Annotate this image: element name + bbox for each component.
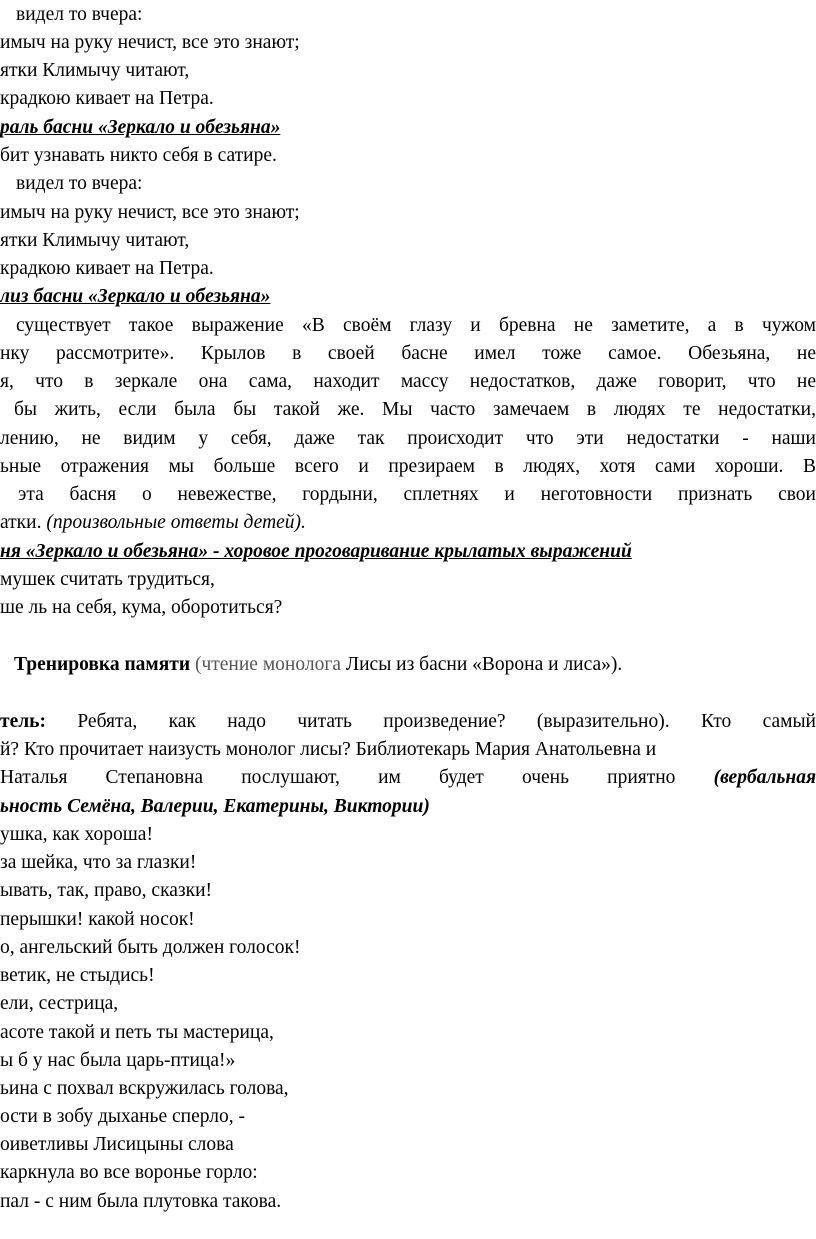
poem-line: ывать, так, право, сказки! (0, 880, 213, 901)
poem-line: ушка, как хороша! (0, 824, 153, 845)
memory-title: Тренировка памяти (14, 654, 191, 675)
paragraph-line: эта басня о невежестве, гордыни, сплетнях и неготовности признать свои (18, 484, 816, 505)
memory-rest: Лисы из басни «Ворона и лиса»). (341, 654, 623, 675)
paragraph-line: существует такое выражение «В своём глазу и бревна не заметите, а в чужом (16, 315, 816, 336)
section-heading: раль басни «Зеркало и обезьяна» (0, 117, 281, 138)
memory-open-paren: ( (194, 654, 202, 675)
poem-line: ьина с похвал вскружилась голова, (0, 1078, 289, 1099)
poem-line: о, ангельский быть должен голосок! (0, 937, 301, 958)
text-line: мушек считать трудиться, (0, 569, 215, 590)
paragraph-line: бы жить, если была бы такой же. Мы часто замечаем в людях те недостатки, (14, 399, 816, 420)
teacher-line (0, 709, 816, 735)
text-line: крадкою кивает на Петра. (0, 258, 214, 279)
poem-line: каркнула во все воронье горло: (0, 1162, 258, 1183)
teacher-label: тель: (0, 711, 46, 732)
poem-line: перышки! какой носок! (0, 909, 195, 930)
paragraph-line: нку рассмотрите». Крылов в своей басне имел тоже самое. Обезьяна, не (0, 343, 816, 364)
poem-line: оиветливы Лисицыны слова (0, 1134, 234, 1155)
paragraph-note: (произвольные ответы детей). (46, 512, 306, 533)
section-heading: лиз басни «Зеркало и обезьяна» (0, 286, 271, 307)
poem-line: ы б у нас была царь-птица!» (0, 1050, 236, 1071)
text-line: ятки Климычу читают, (0, 60, 190, 81)
poem-line: пал - с ним была плутовка такова. (0, 1191, 282, 1212)
text-line: ятки Климычу читают, (0, 230, 190, 251)
teacher-text: Ребята, как надо читать произведение? (выразительно). Кто самый (77, 711, 816, 732)
teacher-line (0, 765, 816, 791)
poem-line: ости в зобу дыханье сперло, - (0, 1106, 245, 1127)
paragraph-line: лению, не видим у себя, даже так происходит что эти недостатки - наши (0, 428, 816, 449)
poem-line: асоте такой и петь ты мастерица, (0, 1022, 274, 1043)
text-line: крадкою кивает на Петра. (0, 88, 214, 109)
memory-gray-text: чтение монолога (201, 654, 341, 675)
teacher-line: й? Кто прочитает наизусть монолог лисы? Библиотекарь Мария Анатольевна и (0, 739, 657, 760)
paragraph-last-line (0, 510, 306, 536)
paragraph-line: ьные отражения мы больше всего и презираем в людях, хотя сами хороши. В (0, 456, 816, 477)
teacher-note: (вербальная (713, 767, 816, 788)
paragraph-line: я, что в зеркале она сама, находит массу недостатков, даже говорит, что не (0, 371, 816, 392)
poem-line: за шейка, что за глазки! (0, 852, 197, 873)
text-line: видел то вчера: (16, 173, 143, 194)
text-line: бит узнавать никто себя в сатире. (0, 145, 277, 166)
teacher-text: Наталья Степановна послушают, им будет очень приятно (0, 767, 676, 788)
poem-line: ели, сестрица, (0, 993, 119, 1014)
text-line: имыч на руку нечист, все это знают; (0, 202, 300, 223)
text-line: имыч на руку нечист, все это знают; (0, 32, 300, 53)
teacher-note-line: ьность Семёна, Валерии, Екатерины, Виктории) (0, 796, 430, 817)
poem-line: ветик, не стыдись! (0, 965, 155, 986)
section-heading: ня «Зеркало и обезьяна» - хоровое проговаривание крылатых выражений (0, 541, 632, 562)
text-line: видел то вчера: (16, 4, 143, 25)
memory-training-line (14, 652, 622, 678)
text-line: ше ль на себя, кума, оборотиться? (0, 597, 283, 618)
paragraph-text: атки. (0, 512, 42, 533)
